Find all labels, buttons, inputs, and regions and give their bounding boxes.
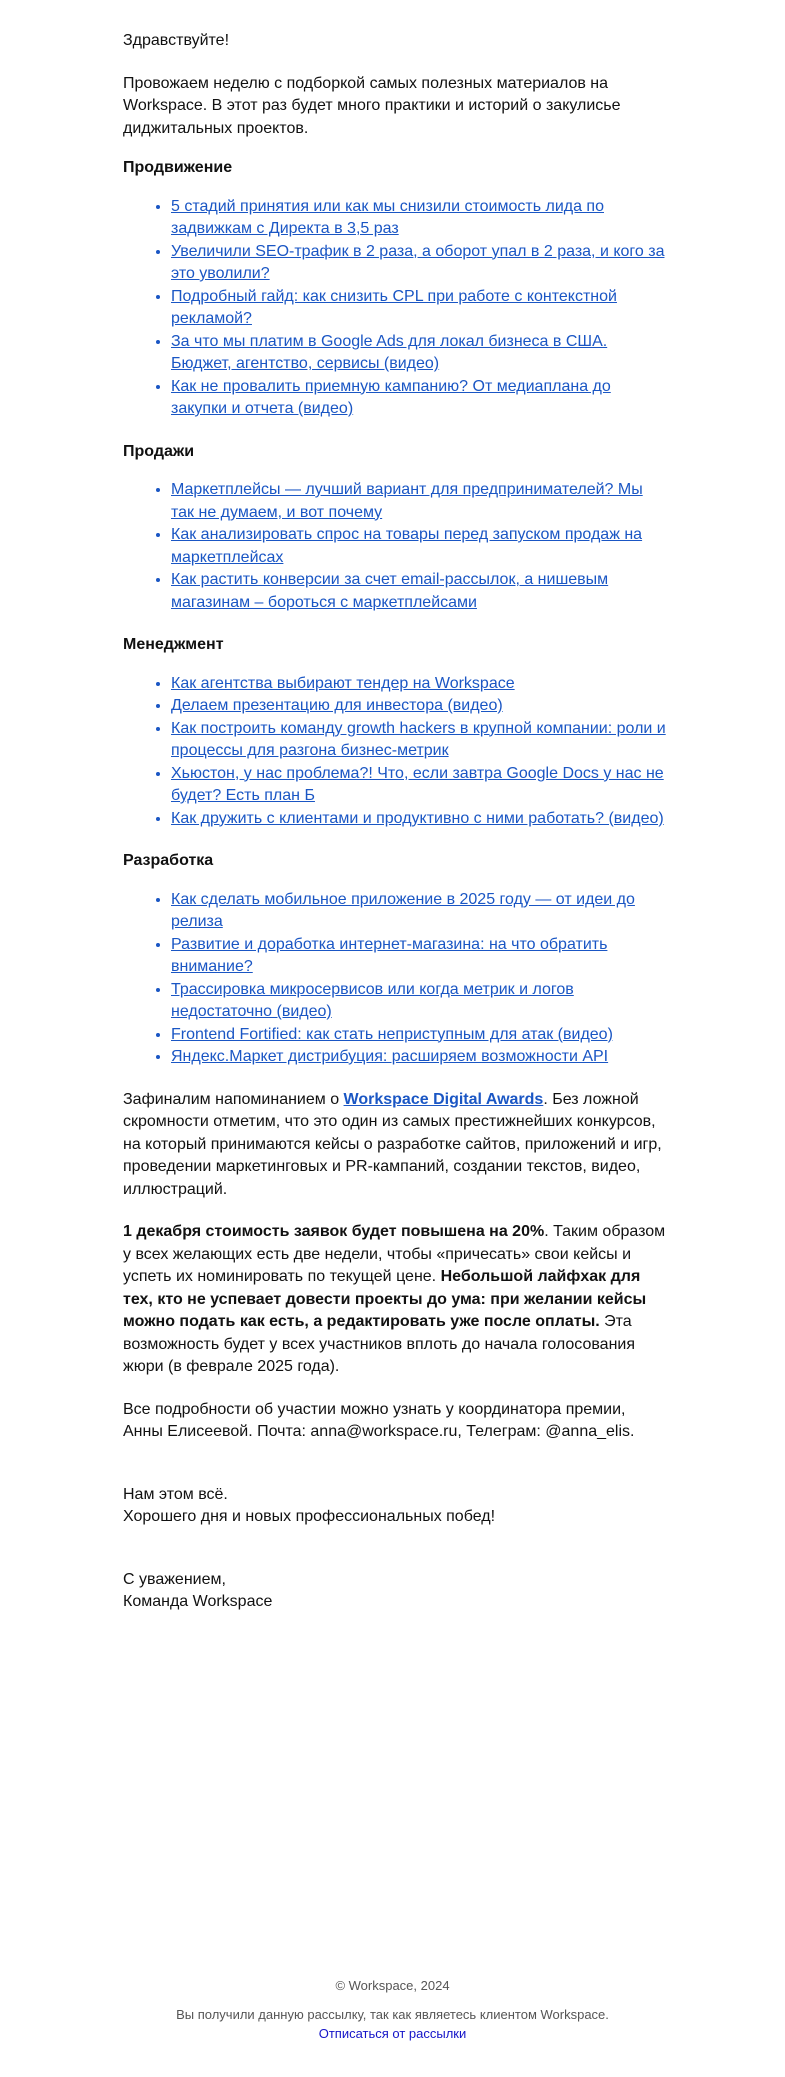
section-heading: Разработка (123, 852, 214, 869)
list-item (171, 376, 668, 421)
article-sections (123, 157, 668, 1069)
signature: С уважением, Команда Workspace (123, 1570, 273, 1610)
contacts-paragraph: Все подробности об участии можно узнать у координатора премии, Анны Елисеевой. Почта: anna@workspace.ru, Телеграм: @anna_elis. (123, 1400, 635, 1440)
greeting: Здравствуйте! (123, 32, 230, 49)
list-item (171, 979, 668, 1024)
article-link[interactable]: Развитие и доработка интернет-магазина: на что обратить внимание? (171, 935, 608, 975)
subscription-notice: Вы получили данную рассылку, так как являетесь клиентом Workspace. (176, 2007, 609, 2022)
intro-paragraph: Провожаем неделю с подборкой самых полезных материалов на Workspace. В этот раз будет много практики и историй о закулисье диджитальных проектов. (123, 74, 621, 137)
copyright: © Workspace, 2024 (335, 1978, 450, 1993)
awards-link[interactable]: Workspace Digital Awards (343, 1090, 544, 1108)
article-link[interactable]: Подробный гайд: как снизить CPL при работе с контекстной рекламой? (171, 287, 617, 327)
section-heading: Продвижение (123, 159, 233, 176)
list-item (171, 479, 668, 524)
closing-text: Нам этом всё. Хорошего дня и новых профессиональных побед! (123, 1485, 496, 1525)
article-link[interactable]: 5 стадий принятия или как мы снизили стоимость лида по задвижкам с Директа в 3,5 раз (171, 197, 604, 237)
lifehack-highlight: Небольшой лайфхак для тех, кто не успевает довести проекты до ума: при желании кейсы можно подать как есть, а редактировать уже после оплаты. (123, 1268, 647, 1330)
email-body (123, 30, 668, 1614)
article-link[interactable]: Хьюстон, у нас проблема?! Что, если завтра Google Docs у нас не будет? Есть план Б (171, 764, 664, 804)
list-item (171, 808, 668, 831)
list-item (171, 196, 668, 241)
list-item (171, 889, 668, 934)
article-link[interactable]: Увеличили SEO-трафик в 2 раза, а оборот упал в 2 раза, и кого за это уволили? (171, 242, 665, 282)
list-item (171, 718, 668, 763)
article-link[interactable]: За что мы платим в Google Ads для локал бизнеса в США. Бюджет, агентство, сервисы (видео) (171, 332, 608, 372)
article-list (123, 479, 668, 614)
list-item (171, 524, 668, 569)
article-link[interactable]: Как растить конверсии за счет email-рассылок, а нишевым магазинам – бороться с маркетплейсами (171, 571, 609, 611)
list-item (171, 331, 668, 376)
article-link[interactable]: Маркетплейсы — лучший вариант для предпринимателей? Мы так не думаем, и вот почему (171, 481, 643, 521)
article-link[interactable]: Яндекс.Маркет дистрибуция: расширяем возможности API (171, 1048, 609, 1065)
article-link[interactable]: Как не провалить приемную кампанию? От медиаплана до закупки и отчета (видео) (171, 377, 611, 417)
list-item (171, 286, 668, 331)
article-link[interactable]: Как построить команду growth hackers в крупной компании: роли и процессы для разгона бизнес-метрик (171, 719, 666, 759)
list-item (171, 569, 668, 614)
article-link[interactable]: Как агентства выбирают тендер на Workspace (171, 674, 515, 692)
deadline-highlight: 1 декабря стоимость заявок будет повышена на 20% (123, 1223, 545, 1240)
unsubscribe-link[interactable]: Отписаться от рассылки (318, 2026, 467, 2041)
article-link[interactable]: Трассировка микросервисов или когда метрик и логов недостаточно (видео) (171, 980, 574, 1020)
article-link[interactable]: Как дружить с клиентами и продуктивно с ними работать? (видео) (171, 809, 664, 827)
article-link[interactable]: Как сделать мобильное приложение в 2025 году — от идеи до релиза (171, 890, 635, 930)
article-list (123, 673, 668, 831)
list-item (171, 673, 668, 696)
section-heading: Продажи (123, 442, 195, 460)
article-link[interactable]: Как анализировать спрос на товары перед запуском продаж на маркетплейсах (171, 526, 643, 566)
list-item (171, 695, 668, 718)
list-item (171, 1024, 668, 1047)
footer (0, 1976, 785, 2043)
list-item (171, 763, 668, 808)
article-list (123, 889, 668, 1069)
list-item (171, 241, 668, 286)
article-link[interactable]: Делаем презентацию для инвестора (видео) (171, 697, 503, 714)
awards-paragraph: Зафиналим напоминанием о Workspace Digital Awards. Без ложной скромности отметим, что это один из самых престижнейших конкурсов, на который принимаются кейсы о разработке сайтов, приложений и игр, проведении маркетинговых и PR-кампаний, создании текстов, видео, иллюстраций. (123, 1090, 662, 1198)
list-item (171, 1046, 668, 1069)
article-list (123, 196, 668, 421)
deadline-paragraph: 1 декабря стоимость заявок будет повышена на 20%. Таким образом у всех желающих есть две недели, чтобы «причесать» свои кейсы и успеть их номинировать по текущей цене. Небольшой лайфхак для тех, кто не успевает довести проекты до ума: при желании кейсы можно подать как есть, а редактировать уже после оплаты. Эта возможность будет у всех участников вплоть до начала голосования жюри (в феврале 2025 года). (123, 1223, 666, 1375)
section-heading: Менеджмент (123, 636, 224, 653)
article-link[interactable]: Frontend Fortified: как стать неприступным для атак (видео) (171, 1025, 613, 1043)
list-item (171, 934, 668, 979)
